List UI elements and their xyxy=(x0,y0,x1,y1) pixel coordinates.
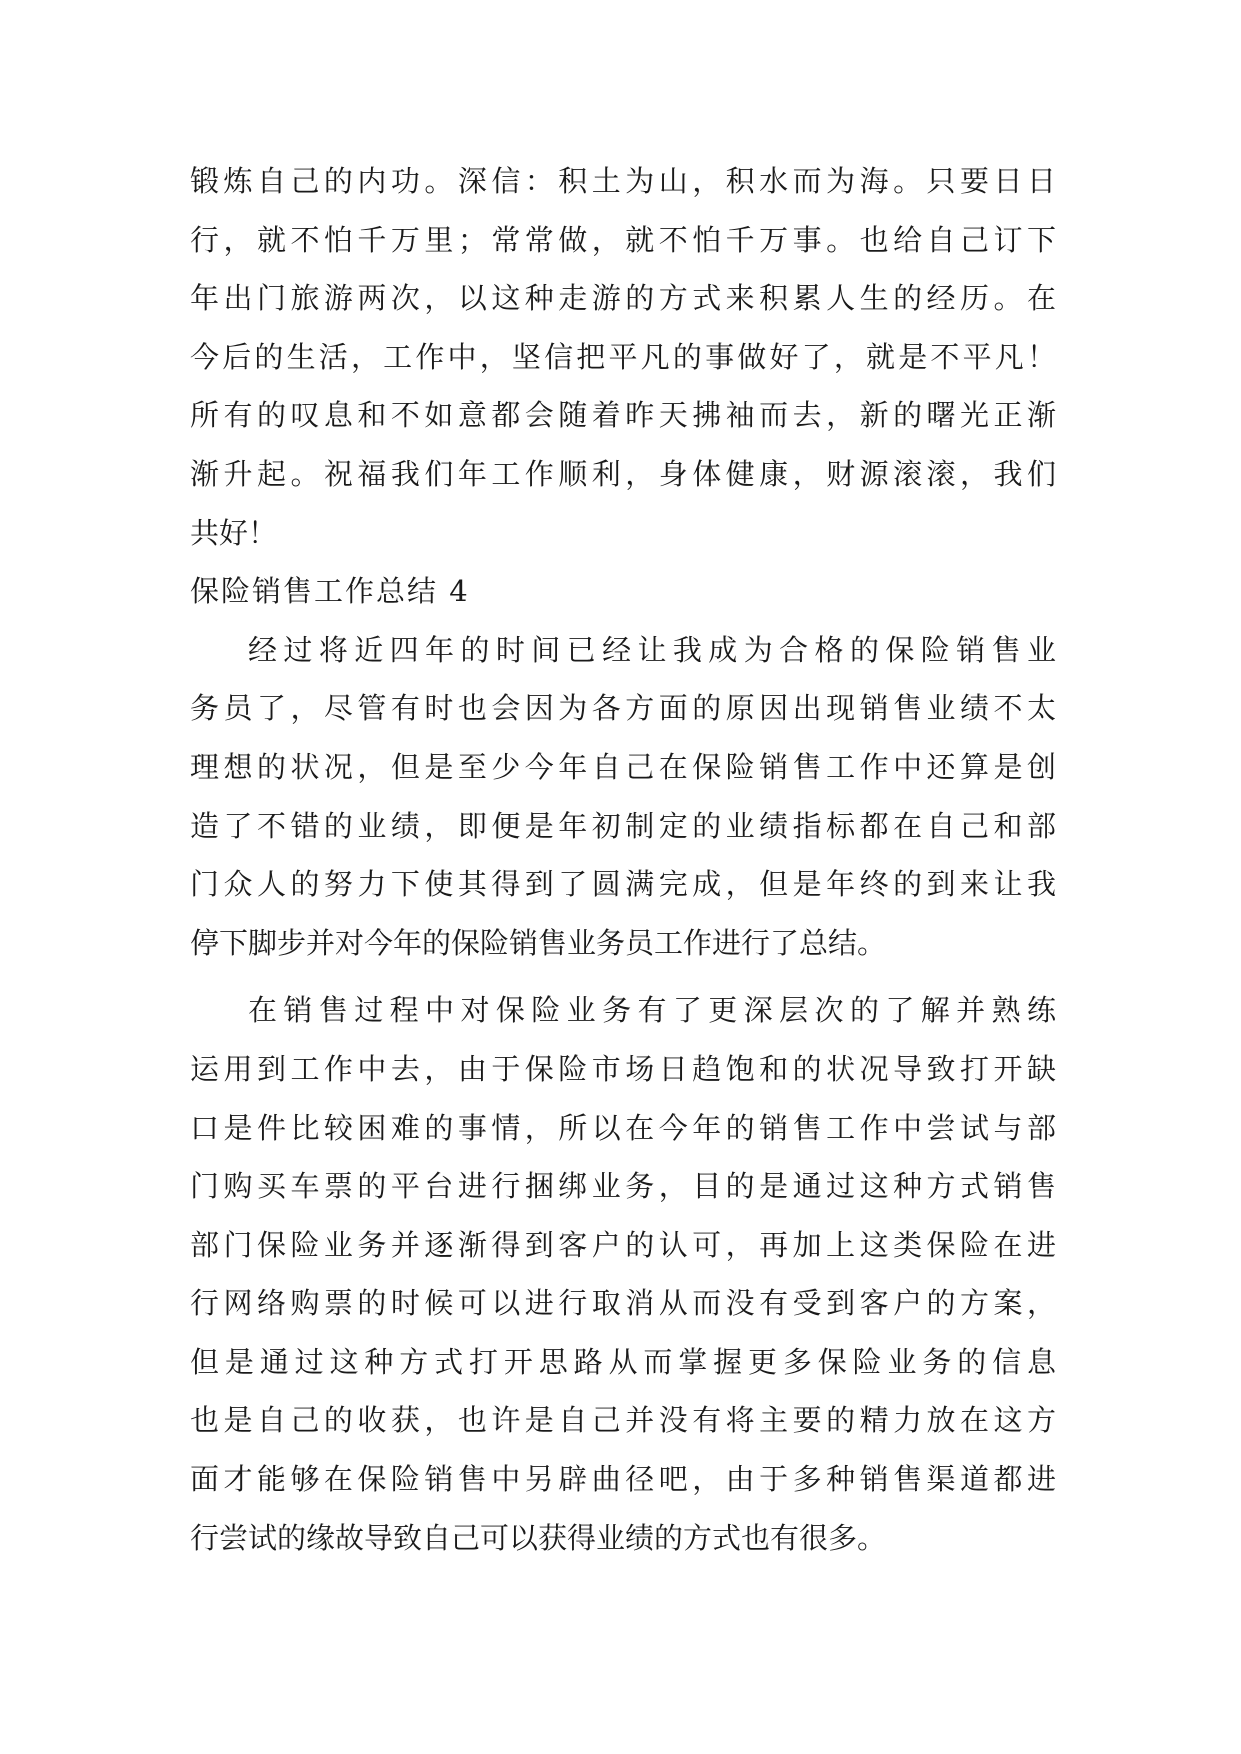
intro-line: 今后的生活，工作中，坚信把平凡的事做好了，就是不平凡！ xyxy=(190,339,1056,374)
paragraph-line: 经过将近四年的时间已经让我成为合格的保险销售业 xyxy=(248,632,1056,667)
intro-line: 所有的叹息和不如意都会随着昨天拂袖而去，新的曙光正渐 xyxy=(190,398,1056,433)
document-body xyxy=(190,152,1056,1567)
paragraph-line: 行网络购票的时候可以进行取消从而没有受到客户的方案， xyxy=(190,1286,1056,1321)
section-title: 保险销售工作总结 4 xyxy=(190,574,470,609)
paragraph-line: 造了不错的业绩，即便是年初制定的业绩指标都在自己和部 xyxy=(190,808,1056,843)
paragraph-line: 口是件比较困难的事情，所以在今年的销售工作中尝试与部 xyxy=(190,1110,1056,1145)
paragraph-line: 但是通过这种方式打开思路从而掌握更多保险业务的信息 xyxy=(190,1344,1056,1379)
paragraph-line: 也是自己的收获，也许是自己并没有将主要的精力放在这方 xyxy=(190,1403,1056,1438)
paragraph-line: 门众人的努力下使其得到了圆满完成，但是年终的到来让我 xyxy=(190,867,1056,902)
paragraph-line: 部门保险业务并逐渐得到客户的认可，再加上这类保险在进 xyxy=(190,1227,1056,1262)
paragraph xyxy=(190,981,1056,1567)
paragraph xyxy=(190,621,1056,973)
paragraph-line: 停下脚步并对今年的保险销售业务员工作进行了总结。 xyxy=(190,925,887,960)
paragraph-line: 理想的状况，但是至少今年自己在保险销售工作中还算是创 xyxy=(190,749,1056,784)
paragraph-line: 运用到工作中去，由于保险市场日趋饱和的状况导致打开缺 xyxy=(190,1051,1056,1086)
intro-line: 锻炼自己的内功。深信：积土为山，积水而为海。只要日日 xyxy=(190,164,1056,198)
paragraph-line: 在销售过程中对保险业务有了更深层次的了解并熟练 xyxy=(248,993,1056,1028)
intro-line: 共好！ xyxy=(190,515,278,550)
paragraph-spacer xyxy=(190,972,1056,981)
intro-line: 渐升起。祝福我们年工作顺利，身体健康，财源滚滚，我们 xyxy=(190,456,1056,491)
paragraph-line: 行尝试的缘故导致自己可以获得业绩的方式也有很多。 xyxy=(190,1520,887,1555)
paragraph-line: 面才能够在保险销售中另辟曲径吧，由于多种销售渠道都进 xyxy=(190,1462,1056,1497)
intro-line: 行，就不怕千万里；常常做，就不怕千万事。也给自己订下 xyxy=(190,222,1056,257)
intro-line: 年出门旅游两次，以这种走游的方式来积累人生的经历。在 xyxy=(190,281,1056,316)
paragraph-line: 门购买车票的平台进行捆绑业务，目的是通过这种方式销售 xyxy=(190,1169,1056,1204)
paragraph-line: 务员了，尽管有时也会因为各方面的原因出现销售业绩不太 xyxy=(190,691,1056,726)
